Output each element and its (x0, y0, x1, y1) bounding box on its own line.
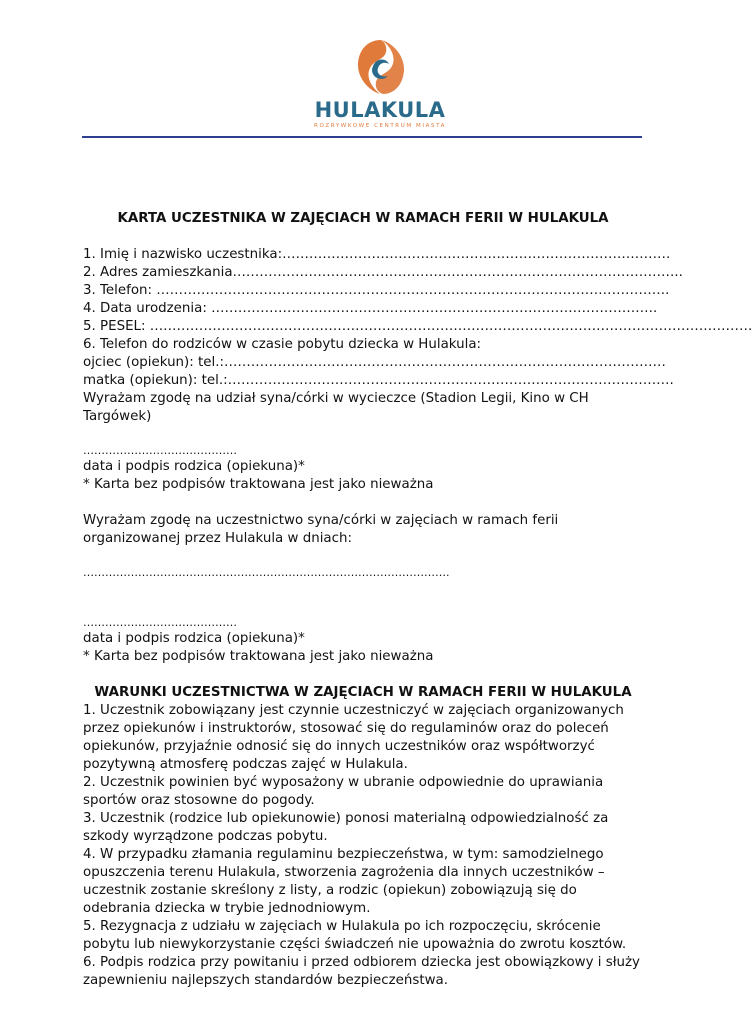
signature-label-2: data i podpis rodzica (opiekuna)* (83, 631, 305, 646)
conditions-title: WARUNKI UCZESTNICTWA W ZAJĘCIACH W RAMACH FERII W HULAKULA (94, 685, 632, 700)
field-father-phone[interactable]: ojciec (opiekun): tel.:……………………………………………………………………………………… (83, 355, 666, 370)
brand-tagline: ROZRYWKOWE CENTRUM MIASTA (314, 123, 446, 129)
hulakula-logo (300, 38, 460, 138)
condition-item: 5. Rezygnacja z udziału w zajęciach w Hulakula po ich rozpoczęciu, skrócenie pobytu lub niewykorzystanie części świadczeń nie upoważnia do zwrotu kosztów. (83, 919, 627, 952)
days-line[interactable]: ………………………………………………………………………………………. (83, 566, 450, 579)
condition-item: 2. Uczestnik powinien być wyposażony w ubranie odpowiednie do uprawiania sportów oraz stosowne do pogody. (83, 775, 604, 808)
signature-line-2[interactable]: …………………………………… (83, 616, 237, 629)
signature-note-1: * Karta bez podpisów traktowana jest jako nieważna (83, 477, 434, 492)
field-address[interactable]: 2. Adres zamieszkania……………………………………………………………………………………….. (83, 265, 683, 280)
field-birth-date[interactable]: 4. Data urodzenia: ………………………………………………………………………………………. (83, 301, 658, 316)
field-pesel[interactable]: 5. PESEL: ……………………………………………………………………………………………………………………… (83, 319, 752, 334)
signature-note-2: * Karta bez podpisów traktowana jest jako nieważna (83, 649, 434, 664)
form-content (83, 210, 752, 990)
condition-item: 6. Podpis rodzica przy powitaniu i przed odbiorem dziecka jest obowiązkowy i służy zapewnieniu najlepszych standardów bezpieczeństwa. (83, 955, 640, 988)
field-name[interactable]: 1. Imię i nazwisko uczestnika:…………………………………………………………………………… (83, 247, 671, 262)
signature-label-1: data i podpis rodzica (opiekuna)* (83, 459, 305, 474)
brand-name: HULAKULA (314, 98, 446, 122)
header-divider (82, 136, 642, 138)
field-phone[interactable]: 3. Telefon: ……………………………………………………………………………………………………. (83, 283, 670, 298)
condition-item: 4. W przypadku złamania regulaminu bezpieczeństwa, w tym: samodzielnego opuszczenia terenu Hulakula, stworzenia zagrożenia dla innych uczestników – uczestnik zostanie skreślony z listy, a rodzic (opiekun) zobowiązują się do odebrania dziecka w trybie jednodniowym. (83, 847, 605, 916)
consent-trip-text: Wyrażam zgodę na udział syna/córki w wycieczce (Stadion Legii, Kino w CH Targówek) (83, 391, 589, 424)
field-mother-phone[interactable]: matka (opiekun): tel.:………………………………………………………………………………………. (83, 373, 674, 388)
signature-line-1[interactable]: …………………………………… (83, 444, 237, 457)
hulakula-logo-icon (356, 38, 406, 96)
form-title: KARTA UCZESTNIKA W ZAJĘCIACH W RAMACH FERII W HULAKULA (117, 211, 609, 226)
condition-item: 3. Uczestnik (rodzice lub opiekunowie) ponosi materialną odpowiedzialność za szkody wyrządzone podczas pobytu. (83, 811, 609, 844)
consent-days-text: Wyrażam zgodę na uczestnictwo syna/córki w zajęciach w ramach ferii organizowanej przez Hulakula w dniach: (83, 513, 559, 546)
field-parents-phone-label: 6. Telefon do rodziców w czasie pobytu dziecka w Hulakula: (83, 337, 482, 352)
condition-item: 1. Uczestnik zobowiązany jest czynnie uczestniczyć w zajęciach organizowanych przez opiekunów i instruktorów, stosować się do regulaminów oraz do poleceń opiekunów, przyjaźnie odnosić się do innych uczestników oraz współtworzyć pozytywną atmosferę podczas zajęć w Hulakula. (83, 703, 624, 772)
